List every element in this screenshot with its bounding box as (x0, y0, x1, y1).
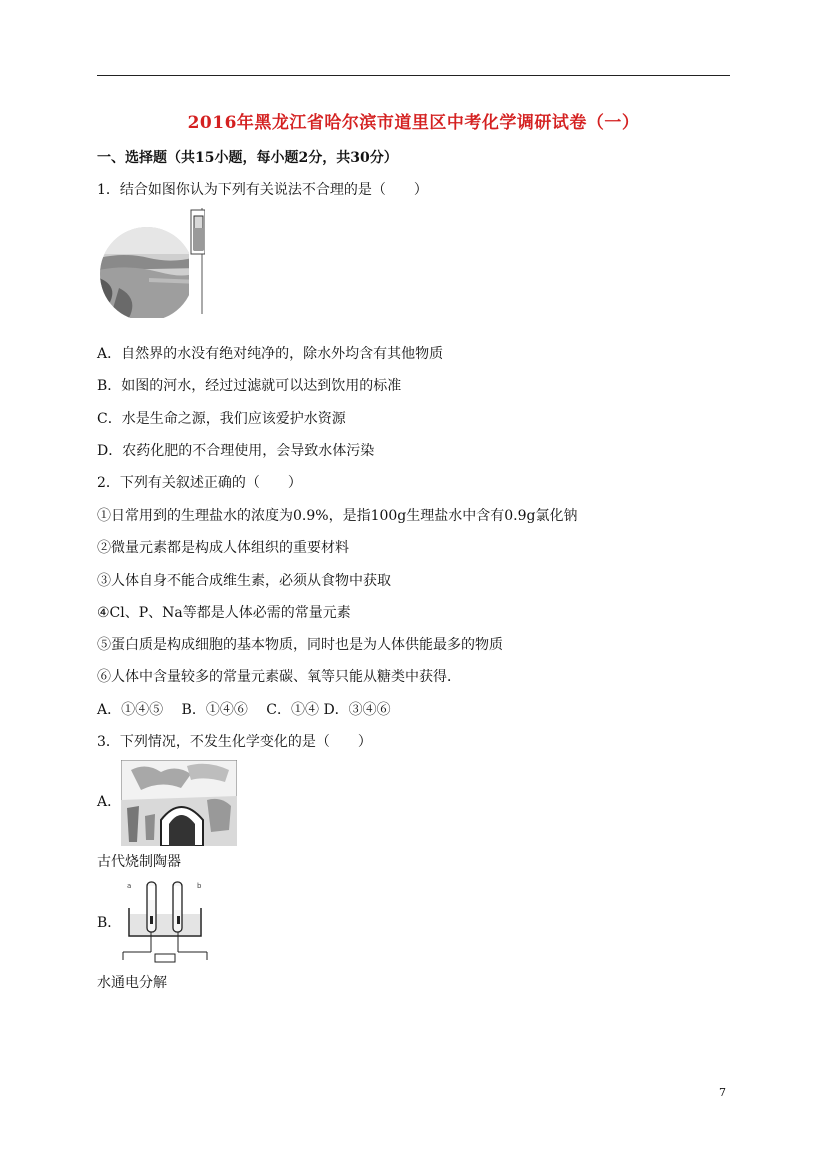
section-heading: 一、选择题（共15小题，每小题2分，共30分） (97, 150, 398, 166)
q2-statement-4: ④Cl、P、Na等都是人体必需的常量元素 (97, 605, 351, 621)
q1-option-c: C．水是生命之源，我们应该爱护水资源 (97, 411, 346, 427)
svg-text:b: b (197, 882, 202, 890)
q2-statement-1: ①日常用到的生理盐水的浓度为0.9%，是指100g生理盐水中含有0.9g氯化钠 (97, 508, 578, 524)
q1-option-d: D．农药化肥的不合理使用，会导致水体污染 (97, 443, 375, 459)
q2-statement-2: ②微量元素都是构成人体组织的重要材料 (97, 540, 349, 556)
q2-statement-6: ⑥人体中含量较多的常量元素碳、氧等只能从糖类中获得． (97, 669, 461, 685)
q1-option-a: A．自然界的水没有绝对纯净的，除水外均含有其他物质 (97, 346, 444, 362)
q2-statement-5: ⑤蛋白质是构成细胞的基本物质，同时也是为人体供能最多的物质 (97, 637, 503, 653)
river-water-figure (99, 208, 205, 318)
header-rule (97, 75, 730, 76)
svg-text:a: a (127, 882, 132, 890)
page-title: 2016年黑龙江省哈尔滨市道里区中考化学调研试卷（一） (187, 113, 640, 133)
q1-option-b: B．如图的河水，经过过滤就可以达到饮用的标准 (97, 378, 402, 394)
q2-statement-3: ③人体自身不能合成维生素，必须从食物中获取 (97, 573, 391, 589)
q2-choices: A．①④⑤ B．①④⑥ C．①④ D．③④⑥ (97, 702, 391, 718)
q3-option-b-letter: B． (97, 915, 122, 931)
q3-stem: 3．下列情况，不发生化学变化的是（ ） (97, 734, 372, 750)
q3-option-a-caption: 古代烧制陶器 (97, 854, 181, 870)
q1-stem: 1．结合如图你认为下列有关说法不合理的是（ ） (97, 182, 428, 198)
q2-stem: 2．下列有关叙述正确的（ ） (97, 475, 302, 491)
pottery-kiln-figure (121, 760, 237, 846)
page-number: 7 (719, 1086, 726, 1099)
water-electrolysis-figure (121, 878, 209, 964)
q3-option-a-letter: A． (97, 794, 122, 810)
q3-option-b-caption: 水通电分解 (97, 975, 167, 991)
